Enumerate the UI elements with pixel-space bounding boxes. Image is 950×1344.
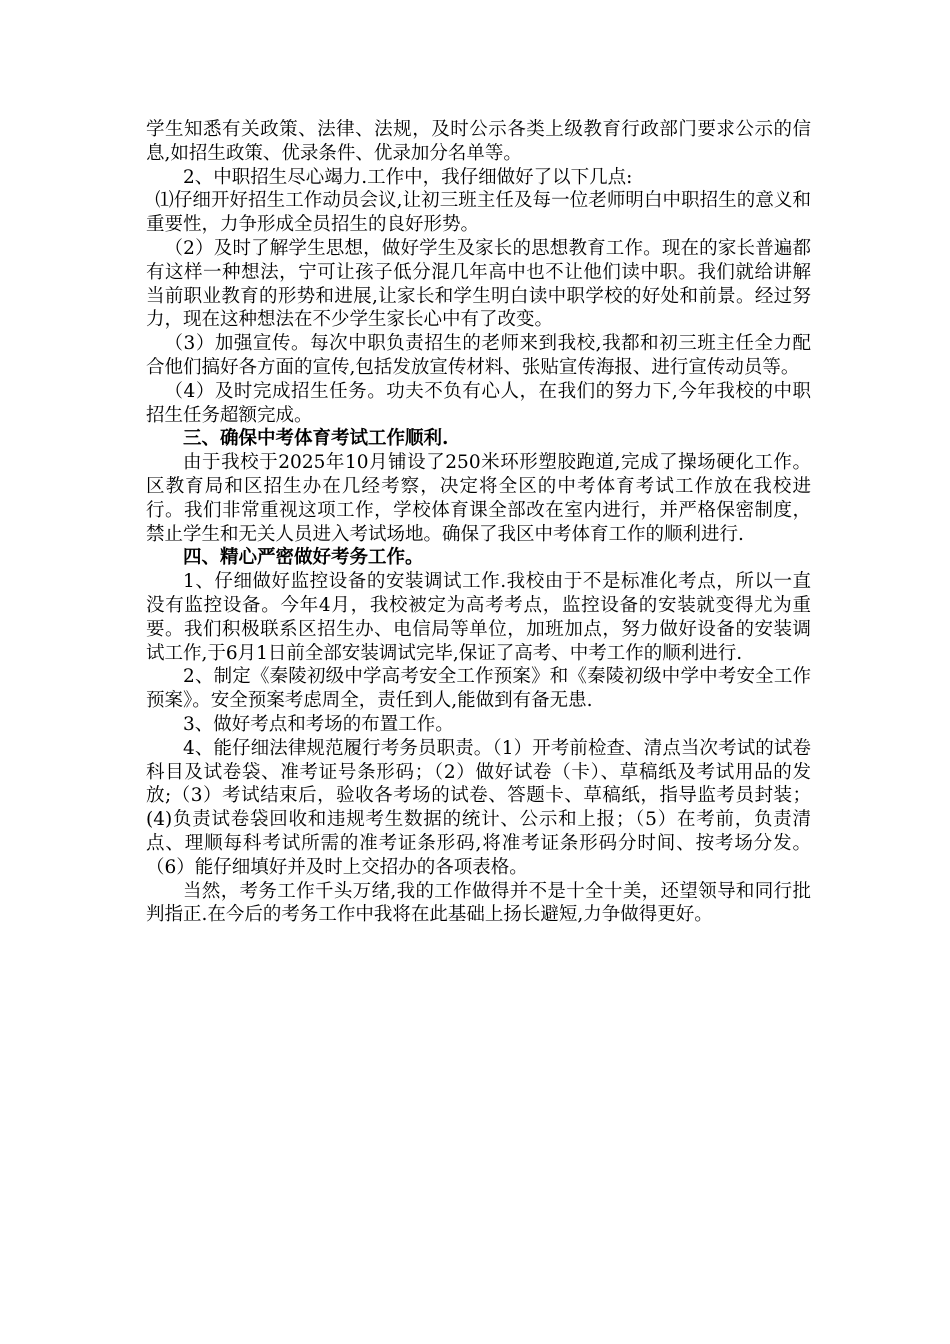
paragraph-mobilization-meeting: ⑴仔细开好招生工作动员会议,让初三班主任及每一位老师明白中职招生的意义和重要性，力争形成全员招生的良好形势。 [146, 190, 811, 236]
paragraph-vocational-enrollment: 2、中职招生尽心竭力.工作中，我仔细做好了以下几点: [183, 166, 633, 188]
paragraph-enrollment-task: （4）及时完成招生任务。功夫不负有心人，在我们的努力下,今年我校的中职招生任务超额完成。 [146, 380, 811, 426]
paragraph-safety-plan: 2、制定《秦陵初级中学高考安全工作预案》和《秦陵初级中学中考安全工作预案》。安全预案考虑周全，责任到人,能做到有备无患. [146, 666, 811, 712]
document-page [146, 118, 811, 927]
paragraph-monitoring-equipment: 1、仔细做好监控设备的安装调试工作.我校由于不是标准化考点，所以一直没有监控设备。今年4月，我校被定为高考考点，监控设备的安装就变得尤为重要。我们积极联系区招生办、电信局等单位，加班加点，努力做好设备的安装调试工作,于6月1日前全部安装调试完毕,保证了高考、中考工作的顺利进行. [146, 571, 811, 664]
paragraph-student-thinking: （2）及时了解学生思想，做好学生及家长的思想教育工作。现在的家长普遍都有这样一种想法，宁可让孩子低分混几年高中也不让他们读中职。我们就给讲解当前职业教育的形势和进展,让家长和学生明白读中职学校的好处和前景。经过努力，现在这种想法在不少学生家长心中有了改变。 [146, 237, 811, 331]
section-heading-pe-exam: 三、确保中考体育考试工作顺利. [183, 428, 449, 450]
paragraph-conclusion: 当然，考务工作千头万绪,我的工作做得并不是十全十美，还望领导和同行批判指正.在今后的考务工作中我将在此基础上扬长避短,力争做得更好。 [146, 880, 811, 926]
paragraph-publicity: （3）加强宣传。每次中职负责招生的老师来到我校,我都和初三班主任全力配合他们搞好各方面的宣传,包括发放宣传材料、张贴宣传海报、进行宣传动员等。 [146, 333, 811, 378]
paragraph-exam-duties: 4、能仔细法律规范履行考务员职责。（1）开考前检查、清点当次考试的试卷科目及试卷袋、准考证号条形码；（2）做好试卷（卡）、草稿纸及考试用品的发放;（3）考试结束后，验收各考场的试卷、答题卡、草稿纸，指导监考员封装；(4)负责试卷袋回收和违规考生数据的统计、公示和上报；（5）在考前，负责清点、理顺每科考试所需的准考证条形码,将准考证条形码分时间、按考场分发。（6）能仔细填好并及时上交招办的各项表格。 [146, 737, 811, 878]
paragraph-policy-disclosure: 学生知悉有关政策、法律、法规，及时公示各类上级教育行政部门要求公示的信息,如招生政策、优录条件、优录加分名单等。 [146, 119, 811, 164]
paragraph-exam-site-setup: 3、做好考点和考场的布置工作。 [183, 713, 454, 735]
section-heading-exam-affairs: 四、精心严密做好考务工作。 [183, 547, 424, 569]
paragraph-pe-exam: 由于我校于2025年10月铺设了250米环形塑胶跑道,完成了操场硬化工作。区教育局和区招生办在几经考察，决定将全区的中考体育考试工作放在我校进行。我们非常重视这项工作，学校体育课全部改在室内进行，并严格保密制度，禁止学生和无关人员进入考试场地。确保了我区中考体育工作的顺利进行. [146, 452, 811, 545]
